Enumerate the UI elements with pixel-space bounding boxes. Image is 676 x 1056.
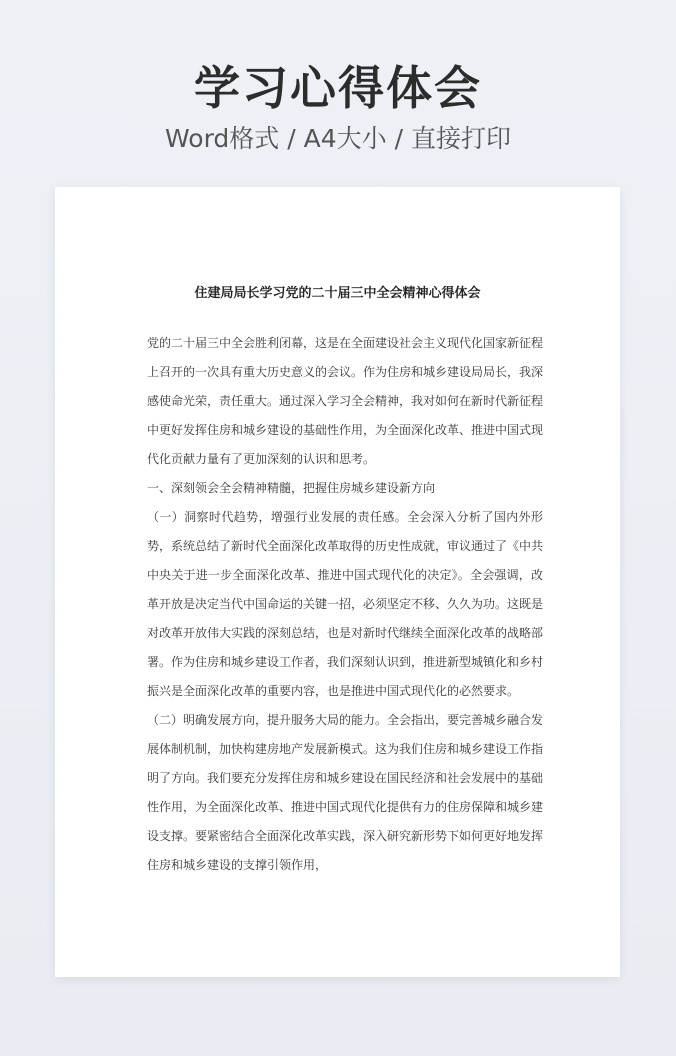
- paragraph-section-2: （二）明确发展方向，提升服务大局的能力。全会指出，要完善城乡融合发展体制机制，加快构建房地产发展新模式。这为我们住房和城乡建设工作指明了方向。我们要充分发挥住房和城乡建设在国民经济和社会发展中的基础性作用，为全面深化改革、推进中国式现代化提供有力的住房保障和城乡建设支撑。要紧密结合全面深化改革实践，深入研究新形势下如何更好地发挥住房和城乡建设的支撑引领作用，: [147, 713, 544, 872]
- section-heading: 一、深刻领会全会精神精髓，把握住房城乡建设新方向: [147, 481, 436, 495]
- page-subtitle: Word格式 / A4大小 / 直接打印: [165, 124, 511, 153]
- paragraph-section-1: （一）洞察时代趋势，增强行业发展的责任感。全会深入分析了国内外形势，系统总结了新时代全面深化改革取得的历史性成就，审议通过了《中共中央关于进一步全面深化改革、推进中国式现代化的决定》。全会强调，改革开放是决定当代中国命运的关键一招，必须坚定不移、久久为功。这既是对改革开放伟大实践的深刻总结，也是对新时代继续全面深化改革的战略部署。作为住房和城乡建设工作者，我们深刻认识到，推进新型城镇化和乡村振兴是全面深化改革的重要内容，也是推进中国式现代化的必然要求。: [147, 510, 544, 698]
- header: [0, 58, 676, 158]
- document-body: [147, 329, 543, 880]
- paragraph-intro: 党的二十届三中全会胜利闭幕，这是在全面建设社会主义现代化国家新征程上召开的一次具有重大历史意义的会议。作为住房和城乡建设局局长，我深感使命光荣，责任重大。通过深入学习全会精神，我对如何在新时代新征程中更好发挥住房和城乡建设的基础性作用，为全面深化改革、推进中国式现代化贡献力量有了更加深刻的认识和思考。: [147, 336, 544, 466]
- document-page: [55, 187, 620, 977]
- document-title: 住建局局长学习党的二十届三中全会精神心得体会: [194, 286, 481, 301]
- page-title: 学习心得体会: [194, 61, 482, 115]
